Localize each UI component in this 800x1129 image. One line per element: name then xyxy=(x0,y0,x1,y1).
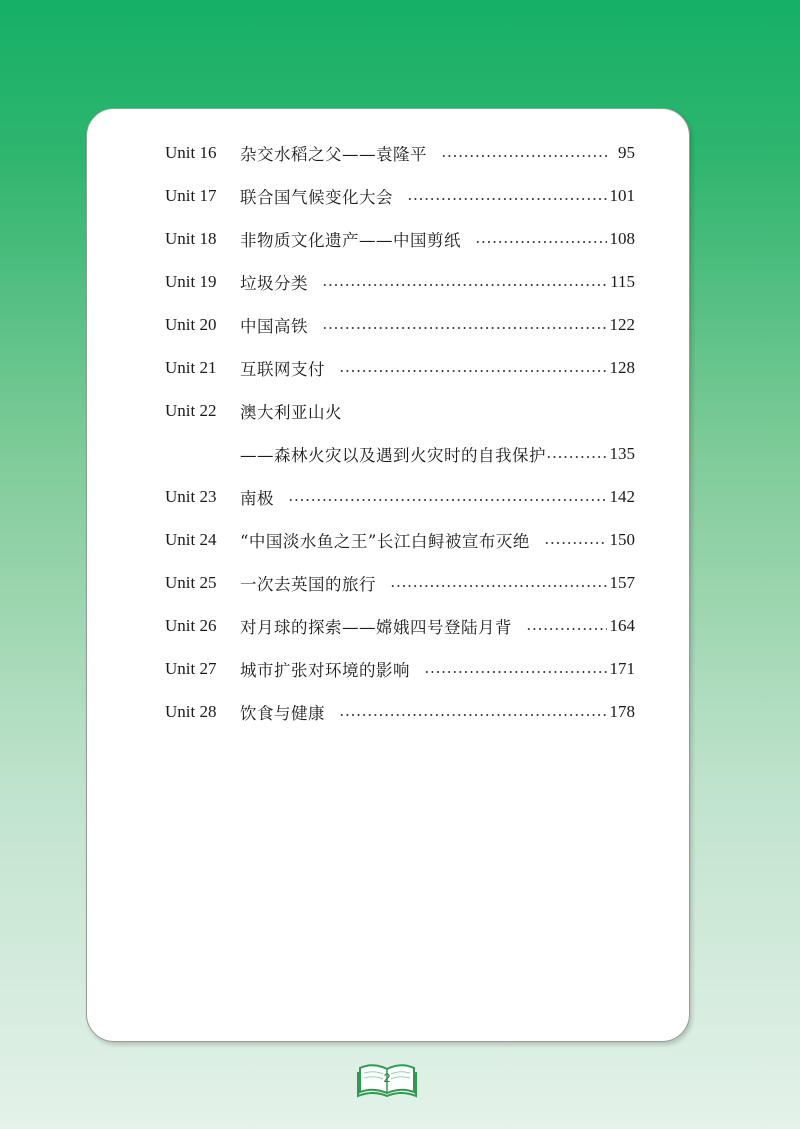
toc-entry-unit-26[interactable] xyxy=(165,604,635,647)
page-number: 95 xyxy=(618,142,635,162)
page-number: 178 xyxy=(609,701,635,721)
unit-title: 杂交水稻之父——袁隆平 xyxy=(240,144,427,164)
unit-label: Unit 27 xyxy=(165,658,217,678)
dot-leader xyxy=(322,327,607,329)
unit-title: “中国淡水鱼之王”长江白鲟被宣布灭绝 xyxy=(240,531,530,551)
unit-label: Unit 19 xyxy=(165,271,217,291)
unit-label: Unit 25 xyxy=(165,572,217,592)
unit-label: Unit 16 xyxy=(165,142,217,162)
dot-leader xyxy=(544,542,607,544)
toc-entry-unit-17[interactable] xyxy=(165,174,635,217)
unit-label: Unit 20 xyxy=(165,314,217,334)
unit-label: Unit 26 xyxy=(165,615,217,635)
dot-leader xyxy=(526,628,607,630)
page-number: 150 xyxy=(609,529,635,549)
page-number: 142 xyxy=(609,486,635,506)
toc-entry-unit-16[interactable] xyxy=(165,131,635,174)
page-number: 122 xyxy=(609,314,635,334)
toc-entry-unit-21[interactable] xyxy=(165,346,635,389)
toc-entry-unit-27[interactable] xyxy=(165,647,635,690)
page-number: 101 xyxy=(609,185,635,205)
unit-title: 中国高铁 xyxy=(240,316,308,336)
dot-leader xyxy=(339,714,607,716)
toc-card xyxy=(86,108,690,1042)
dot-leader xyxy=(475,241,607,243)
page-number: 128 xyxy=(609,357,635,377)
toc-entry-unit-22[interactable] xyxy=(165,389,635,432)
toc-entry-unit-19[interactable] xyxy=(165,260,635,303)
unit-title: 垃圾分类 xyxy=(240,273,308,293)
page-number: 115 xyxy=(610,271,635,291)
unit-title: 南极 xyxy=(240,488,274,508)
page-number: 135 xyxy=(609,443,635,463)
dot-leader xyxy=(424,671,607,673)
page-footer xyxy=(356,1062,418,1100)
page-number: 171 xyxy=(609,658,635,678)
unit-title: 饮食与健康 xyxy=(240,703,325,723)
toc-entry-unit-25[interactable] xyxy=(165,561,635,604)
toc-entry-unit-20[interactable] xyxy=(165,303,635,346)
unit-label: Unit 22 xyxy=(165,400,217,420)
dot-leader xyxy=(339,370,607,372)
unit-title: 一次去英国的旅行 xyxy=(240,574,376,594)
unit-subtitle: ——森林火灾以及遇到火灾时的自我保护 xyxy=(240,445,546,465)
table-of-contents xyxy=(165,131,635,733)
unit-title: 非物质文化遗产——中国剪纸 xyxy=(240,230,461,250)
toc-entry-unit-22-subtitle[interactable] xyxy=(165,432,635,475)
dot-leader xyxy=(288,499,607,501)
toc-entry-unit-28[interactable] xyxy=(165,690,635,733)
dot-leader xyxy=(390,585,607,587)
page-number: 157 xyxy=(609,572,635,592)
page-number: 108 xyxy=(609,228,635,248)
dot-leader xyxy=(441,155,607,157)
unit-label: Unit 21 xyxy=(165,357,217,377)
unit-label: Unit 17 xyxy=(165,185,217,205)
unit-title: 对月球的探索——嫦娥四号登陆月背 xyxy=(240,617,512,637)
dot-leader xyxy=(322,284,607,286)
unit-title: 联合国气候变化大会 xyxy=(240,187,393,207)
unit-label: Unit 18 xyxy=(165,228,217,248)
dot-leader xyxy=(546,456,607,458)
unit-label: Unit 24 xyxy=(165,529,217,549)
toc-entry-unit-24[interactable] xyxy=(165,518,635,561)
footer-page-number: 2 xyxy=(383,1071,391,1085)
unit-label: Unit 28 xyxy=(165,701,217,721)
toc-entry-unit-23[interactable] xyxy=(165,475,635,518)
unit-title: 互联网支付 xyxy=(240,359,325,379)
unit-title: 城市扩张对环境的影响 xyxy=(240,660,410,680)
toc-entry-unit-18[interactable] xyxy=(165,217,635,260)
unit-title: 澳大利亚山火 xyxy=(240,402,342,422)
unit-label: Unit 23 xyxy=(165,486,217,506)
dot-leader xyxy=(407,198,607,200)
page-number: 164 xyxy=(609,615,635,635)
